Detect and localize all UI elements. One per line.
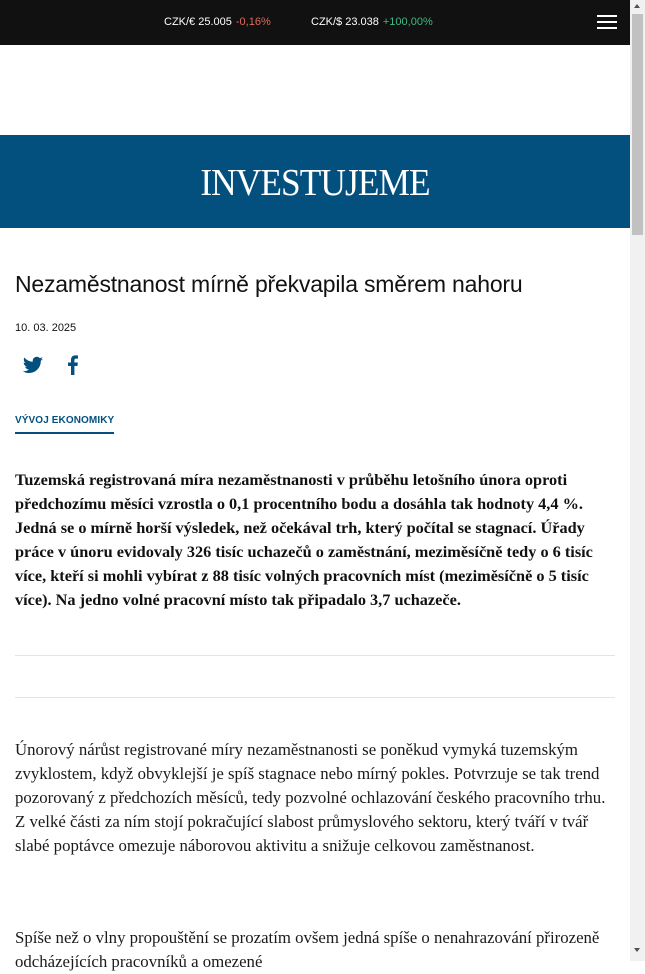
- article-title: Nezaměstnanost mírně překvapila směrem nahoru: [15, 271, 523, 297]
- category-tag[interactable]: VÝVOJ EKONOMIKY: [15, 414, 114, 434]
- article-paragraph: Únorový nárůst registrované míry nezaměstnanosti se poněkud vymyká tuzemským zvyklostem, když obvyklejší je spíš stagnace nebo mírný pokles. Potvrzuje se tak trend pozorovaný z předchozích měsíců, tedy pozvolné ochlazování českého pracovního trhu. Z velké části za ním stojí pokračující slabost průmyslového sektoru, který tváří v tvář slabé poptávce omezuje náborovou aktivitu a snižuje celkovou zaměstnanost.: [15, 740, 606, 855]
- menu-line: [597, 27, 617, 29]
- facebook-share-button[interactable]: [61, 353, 85, 377]
- menu-line: [597, 15, 617, 17]
- ad-placeholder: [0, 45, 630, 135]
- scrollbar-thumb[interactable]: [632, 14, 643, 235]
- hamburger-menu-icon[interactable]: [597, 14, 617, 31]
- ticker-change: +100,00%: [382, 16, 433, 28]
- article-paragraph: Spíše než o vlny propouštění se prozatím ovšem jedná spíše o nenahrazování přirozeně odcházejících pracovníků a omezené: [15, 928, 600, 971]
- divider: [15, 655, 615, 656]
- ticker-change: -0,16%: [235, 16, 271, 28]
- brand-header: [0, 135, 630, 228]
- currency-ticker-bar: [0, 0, 630, 45]
- twitter-icon: [21, 353, 45, 377]
- ticker-pair: CZK/€ 25.005: [164, 16, 232, 28]
- article-perex: Tuzemská registrovaná míra nezaměstnanosti v průběhu letošního února oproti předchozímu měsíci vzrostla o 0,1 procentního bodu a dosáhla tak hodnoty 4,4 %. Jedná se o mírně horší výsledek, než očekával trh, který počítal se stagnací. Úřady práce v únoru evidovaly 326 tisíc uchazečů o zaměstnání, meziměsíčně tedy o 6 tisíc více, kteří si mohli vybírat z 88 tisíc volných pracovních míst (meziměsíčně o 5 tisíc více). Na jedno volné pracovní místo tak připadalo 3,7 uchazeče.: [15, 470, 593, 609]
- site-logo[interactable]: INVESTUJEME: [200, 162, 430, 204]
- menu-line: [597, 21, 617, 23]
- scroll-up-arrow-icon[interactable]: [634, 4, 640, 8]
- scroll-down-arrow-icon[interactable]: [634, 948, 640, 952]
- ticker-pair: CZK/$ 23.038: [311, 16, 379, 28]
- ticker-item-usd[interactable]: [311, 15, 433, 29]
- article-date: 10. 03. 2025: [15, 322, 77, 334]
- divider: [15, 697, 615, 698]
- vertical-scrollbar[interactable]: [630, 0, 645, 961]
- ticker-item-eur[interactable]: [164, 15, 271, 29]
- facebook-icon: [61, 353, 85, 377]
- twitter-share-button[interactable]: [21, 353, 45, 377]
